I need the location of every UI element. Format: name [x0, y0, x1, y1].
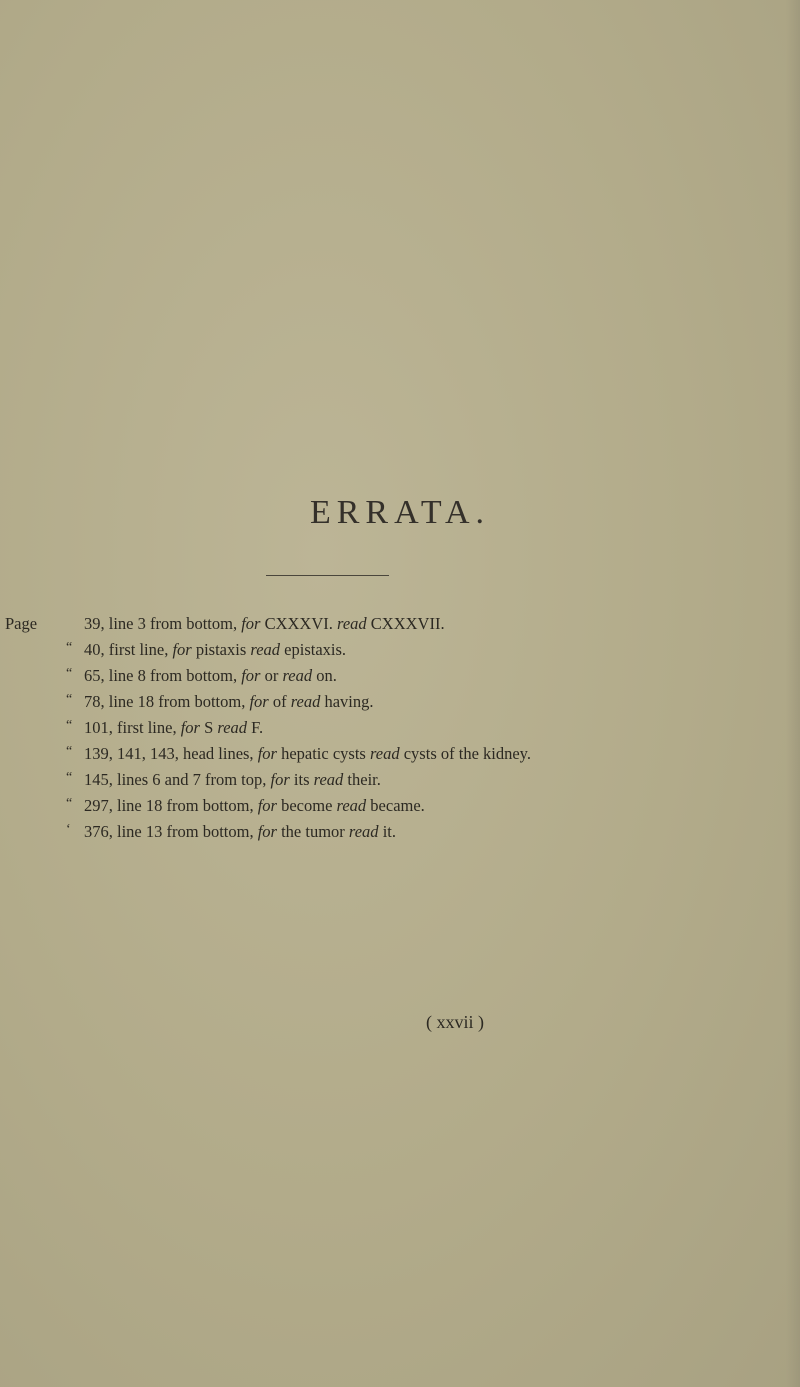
- ditto-mark: “: [66, 640, 73, 655]
- entry-text: 297, line 18 from bottom, for become read became.: [84, 796, 425, 815]
- entry-text: 40, first line, for pistaxis read epistaxis.: [84, 640, 347, 659]
- page-edge-shadow: [786, 0, 800, 1387]
- page-title: ERRATA.: [309, 494, 490, 531]
- entry-text: 39, line 3 from bottom, for CXXXVI. read CXXXVII.: [84, 614, 445, 633]
- ditto-mark: “: [66, 744, 73, 759]
- entry-text: 78, line 18 from bottom, for of read having.: [84, 692, 374, 711]
- ditto-mark: “: [66, 666, 73, 681]
- page-folio: ( xxvii ): [426, 1012, 484, 1032]
- ditto-mark: “: [66, 770, 73, 785]
- page-label: Page: [5, 614, 38, 633]
- ditto-mark: “: [66, 796, 73, 811]
- entry-text: 376, line 13 from bottom, for the tumor read it.: [84, 822, 396, 841]
- title-rule: [266, 575, 389, 576]
- entry-text: 139, 141, 143, head lines, for hepatic cysts read cysts of the kidney.: [84, 744, 531, 763]
- entry-text: 101, first line, for S read F.: [84, 718, 264, 737]
- entry-text: 65, line 8 from bottom, for or read on.: [84, 666, 337, 685]
- ditto-mark: ‘: [66, 822, 71, 837]
- ditto-mark: “: [66, 718, 73, 733]
- ditto-mark: “: [66, 692, 73, 707]
- entry-text: 145, lines 6 and 7 from top, for its read their.: [84, 770, 381, 789]
